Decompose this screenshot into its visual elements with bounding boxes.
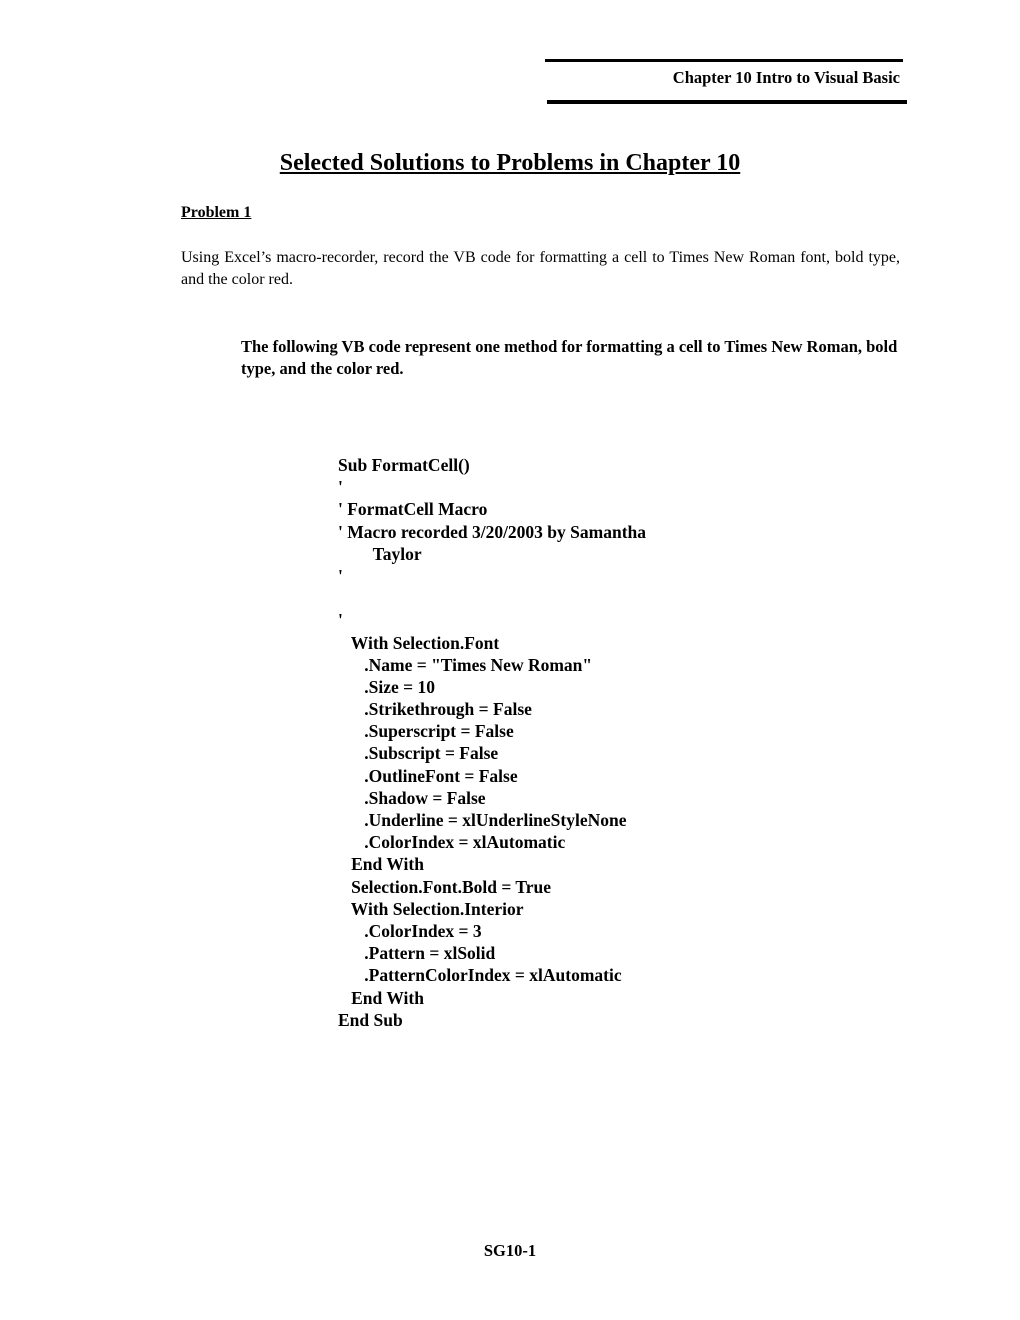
code-line: End With xyxy=(338,854,424,875)
solution-intro: The following VB code represent one method for formatting a cell to Times New Roman, bold type, and the color red. xyxy=(241,337,898,378)
code-line: .PatternColorIndex = xlAutomatic xyxy=(338,965,622,986)
code-line: .ColorIndex = 3 xyxy=(338,920,482,941)
code-line: .Subscript = False xyxy=(338,743,499,764)
code-line: With Selection.Interior xyxy=(338,898,524,919)
code-line: Sub FormatCell() xyxy=(338,455,470,475)
code-line: ' xyxy=(338,565,343,586)
code-line: ' FormatCell Macro xyxy=(338,499,488,520)
code-listing xyxy=(338,454,646,1031)
code-line: .Underline = xlUnderlineStyleNone xyxy=(338,810,627,830)
code-line: ' xyxy=(338,610,343,631)
code-line: ' xyxy=(338,477,343,498)
page-number: SG10-1 xyxy=(483,1241,537,1260)
header-rule-bottom xyxy=(547,100,907,104)
code-line: Taylor xyxy=(338,543,422,564)
page-title: Selected Solutions to Problems in Chapter 10 xyxy=(279,150,741,176)
code-line: .Name = "Times New Roman" xyxy=(338,654,593,675)
code-line: .Superscript = False xyxy=(338,721,514,742)
problem-statement: Using Excel’s macro-recorder, record the VB code for formatting a cell to Times New Roman font, bold type, and the color red. xyxy=(181,249,900,288)
code-line: End Sub xyxy=(338,1009,403,1030)
running-header: Chapter 10 Intro to Visual Basic xyxy=(672,68,900,87)
code-line: .ColorIndex = xlAutomatic xyxy=(338,832,566,853)
code-line: .Shadow = False xyxy=(338,787,486,808)
code-line: .Strikethrough = False xyxy=(338,699,532,720)
code-line: End With xyxy=(338,987,424,1008)
code-line xyxy=(338,587,646,609)
header-rule-top xyxy=(545,59,903,62)
code-line: .Size = 10 xyxy=(338,676,435,697)
code-line: .Pattern = xlSolid xyxy=(338,943,496,964)
problem-heading: Problem 1 xyxy=(181,204,252,221)
code-line: ' Macro recorded 3/20/2003 by Samantha xyxy=(338,521,647,542)
code-line: Selection.Font.Bold = True xyxy=(338,876,552,897)
code-line: With Selection.Font xyxy=(338,632,500,653)
code-line: .OutlineFont = False xyxy=(338,765,518,786)
